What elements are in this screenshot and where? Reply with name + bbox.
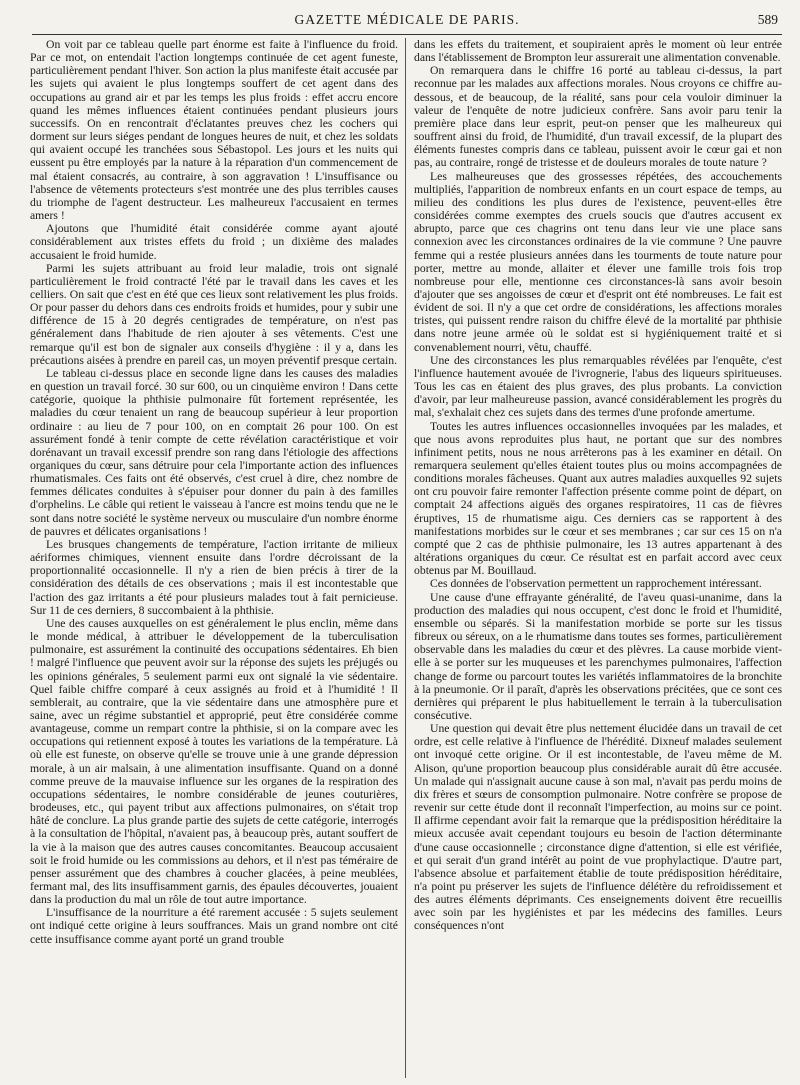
paragraph: Une cause d'une effrayante généralité, de l'aveu quasi-unanime, dans la production des maladies qui nous occupent, c'est donc le froid et l'humidité, ensemble ou séparés. Si la manifestation morbide se porte sur les tissus fibreux ou séreux, on a le rhumatisme dans toutes ses formes, particulièrement observable dans les maladies du cœur et des plèvres. La cause morbide vient-elle à se porter sur les muqueuses et les parenchymes pulmonaires, l'affection change de forme ou parcourt toutes les variétés inflammatoires de la bronchite à la pneumonie. Or il paraît, d'après les observations précitées, que ce sont ces dernières qui préparent le plus habituellement le terrain à la tuberculisation consécutive.	[414, 590, 782, 722]
paragraph: L'insuffisance de la nourriture a été rarement accusée : 5 sujets seulement ont indiqué cette origine à leurs souffrances. Mais un grand nombre ont cité cette insuffisance comme ayant porté un grand trouble	[30, 906, 398, 946]
paragraph: dans les effets du traitement, et soupiraient après le moment où leur entrée dans l'établissement de Brompton leur assurerait une alimentation convenable.	[414, 38, 782, 65]
page-number: 589	[757, 12, 778, 27]
paragraph: Une question qui devait être plus nettement élucidée dans un travail de cet ordre, est celle relative à l'influence de l'hérédité. Dixneuf malades seulement ont invoqué cette origine. Or il est incontestable, de l'aveu même de M. Alison, qu'une proportion beaucoup plus considérable aurait dû être accusée. Un malade qui n'assignait aucune cause à son mal, n'avait pas perdu moins de dix frères et sœurs de consomption pulmonaire. Notre confrère se propose de revenir sur cette étude dont il reconnaît l'imperfection, au moins sur ce point. Il affirme cependant avoir fait la remarque que la prédisposition héréditaire la mieux accusée avait cependant toujours eu besoin de l'action déterminante d'une cause occasionnelle ; circonstance digne d'attention, si elle est vérifiée, et qui serait d'un grand intérêt au point de vue prophylactique. D'autre part, l'absence absolue et parfaitement établie de toute prédisposition héréditaire, n'a point pu préserver les sujets de l'influence délétère du refroidissement et des autres éléments déprimants. Ces enseignements doivent être recueillis avec soin par les hygiénistes et par les médecins des familles. Leurs conséquences n'ont	[414, 722, 782, 933]
paragraph: Les malheureuses que des grossesses répétées, des accouchements multipliés, l'apparition de nombreux enfants en un court espace de temps, au milieu des conditions les plus dures de l'existence, peuvent-elles être considérées comme exemptes des cruels soucis que d'autres accusent ex abrupto, parce que ces chagrins ont tenu dans leur vie une place sans connexion avec les circonstances ordinaires de la vie commune ? Une pauvre femme qui a restée plusieurs années dans les tourments de toute nature pour porter, mettre au monde, allaiter et élever une famille trois fois trop nombreuse pour elle, mentionne ces circonstances-là sans avoir besoin d'ajouter que ses angoisses de cœur et d'esprit ont été nombreuses. Le fait est évident de soi. Il n'y a que cet ordre de considérations, les affections morales tristes, qui puissent rendre raison du chiffre élevé de la mortalité par phthisie dans notre jeune armée où le soldat est si hygiéniquement traité et si convenablement nourri, vêtu, chauffé.	[414, 169, 782, 354]
paragraph: On voit par ce tableau quelle part énorme est faite à l'influence du froid. Par ce mot, on entendait l'action longtemps continuée de cet agent funeste, particulièrement pendant l'hiver. Son action la plus manifeste était accusée par les sujets qui avaient le plus longtemps souffert de cet agent dans des occupations au grand air et par les temps les plus froids : effet accru encore quand les mêmes influences étaient continuées pendant plusieurs jours successifs. On en rencontrait d'éclatantes preuves chez les cochers qui dorment sur leurs siéges pendant de longues heures de nuit, et chez les soldats qui avaient occupé les tranchées sous Sébastopol. Les jours et les nuits qui eussent pu être employés par la nature à la réparation d'un commencement de mal étaient consacrés, au contraire, à son aggravation ! L'insuffisance ou l'absence de vêtements protecteurs s'est montrée une des plus terribles causes du triomphe de l'agent destructeur. Les malheureux l'accusaient en termes amers !	[30, 38, 398, 223]
running-title: GAZETTE MÉDICALE DE PARIS.	[294, 12, 520, 27]
paragraph: Ces données de l'observation permettent un rapprochement intéressant.	[430, 577, 762, 591]
right-column	[414, 38, 782, 1080]
paragraph: Les brusques changements de température, l'action irritante de milieux aériformes chimiques, viennent ensuite dans l'ordre décroissant de la proportionnalité occasionnelle. Il n'y a rien de bien précis à tirer de la considération des détails de ces observations ; mais il est incontestable que l'action des gaz irritants a été pour plusieurs malades tout à fait pernicieuse. Sur 11 de ces derniers, 8 succombaient à la phthisie.	[30, 537, 398, 617]
column-divider	[405, 38, 406, 1078]
paragraph: Le tableau ci-dessus place en seconde ligne dans les causes des maladies en question un travail forcé. 30 sur 600, ou un cinquième environ ! Dans cette catégorie, quoique la phthisie pulmonaire fût fortement représentée, les maladies du cœur tenaient un rang de beaucoup supérieur à leur proportion ordinaire : au lieu de 7 pour 100, on en comptait 26 pour 100. On est assurément fondé à tenir compte de cette révélation caractéristique et voir dorénavant un travail excessif prendre son rang dans l'étiologie des affections organiques du cœur, sans détruire pour cela l'importante action des influences rhumatismales. Ces faits ont été observés, c'est cruel à dire, chez nombre de femmes délicates conduites à s'épuiser pour donner du pain à des familles d'orphelins. Le câble qui retient le vaisseau à l'ancre est moins tendu que ne le sont dans notre société le système nerveux ou musculaire d'un nombre énorme de pauvres et délicates organisations !	[30, 366, 398, 538]
paragraph: Ajoutons que l'humidité était considérée comme ayant ajouté considérablement aux tristes effets du froid ; un dixième des malades accusaient le froid humide.	[30, 222, 398, 262]
paragraph: Toutes les autres influences occasionnelles invoquées par les malades, et que nous avons reproduites plus haut, ne portant que sur des nombres infiniment petits, nous ne nous arrêterons pas à les examiner en détail. On remarquera seulement qu'elles étaient toutes plus ou moins accompagnées de conditions morales fâcheuses. Quant aux autres maladies auxquelles 92 sujets ont cru pouvoir faire remonter l'affection présente comme point de départ, on comptait 24 affections aiguës des organes respiratoires, 11 cas de fièvres éruptives, 15 de rhumatisme aigu. Ces derniers cas se rapportent à des manifestations morbides sur le cœur et ses membranes ; car sur ces 15 on n'a compté que 2 cas de phthisie pulmonaire, les 13 autres appartenant à des altérations organiques du cœur. Ce résultat est en parfait accord avec ceux obtenus par M. Bouillaud.	[414, 419, 782, 578]
page-header	[32, 10, 782, 35]
paragraph: Parmi les sujets attribuant au froid leur maladie, trois ont signalé particulièrement le froid contracté l'été par le travail dans les caves et les celliers. On sait que c'est en été que ces lieux sont relativement les plus froids. Or pour passer du dehors dans ces endroits froids et humides, pour y subir une différence de 15 à 20 degrés centigrades de température, on n'est pas généralement dans l'habitude de rien ajouter à ses vêtements. C'est une remarque qu'il est bon de signaler aux conseils d'hygiène : il y a, dans les précautions aisées à prendre en pareil cas, un moyen préventif presque certain.	[30, 261, 398, 367]
left-column	[30, 38, 398, 1080]
paragraph: Une des causes auxquelles on est généralement le plus enclin, même dans le monde médical, à attribuer le développement de la tuberculisation pulmonaire, est assurément la continuité des occupations sédentaires. Eh bien ! malgré l'influence que peuvent avoir sur la réponse des sujets les préjugés ou les opinions générales, 5 seulement parmi eux ont signalé la vie sédentaire. Quel faible chiffre comparé à ceux assignés au froid et à l'humidité ! Il semblerait, au contraire, que la vie sédentaire dans une atmosphère pure et saine, avec un régime substantiel et approprié, peut être considérée comme avantageuse, comme un rempart contre la phthisie, si on la compare avec les occupations qui retiennent exposé à toutes les variations de la température. Là où elle est funeste, on observe qu'elle se trouve unie à une grande dépression morale, à un air malsain, à une alimentation insuffisante. Quand on a donné comme preuve de la mauvaise influence sur les organes de la respiration des occupations sédentaires, le nombre considérable de jeunes couturières, brodeuses, etc., qui payent tribut aux affections pulmonaires, on s'était trop hâté de conclure. La plus grande partie des sujets de cette catégorie, interrogés à la consultation de l'hôpital, n'avaient pas, à beaucoup près, autant souffert de la vie à la maison que des autres causes concomitantes. Beaucoup accusaient soit le froid humide ou les commissions au dehors, et il n'est pas téméraire de penser assurément que des chambres à coucher glacées, à peine meublées, fermant mal, des lits insuffisamment garnis, des épaules découvertes, jouaient dans la production du mal un rôle de tout autre importance.	[30, 616, 398, 907]
paragraph: Une des circonstances les plus remarquables révélées par l'enquête, c'est l'influence hautement avouée de l'ivrognerie, l'abus des liqueurs spiritueuses. Tous les cas en étaient des plus graves, des plus probants. La conviction d'avoir, par leur malheureuse passion, avancé considérablement les progrès du mal, s'exhalait chez ces sujets dans des termes d'une profonde amertume.	[414, 353, 782, 420]
paragraph: On remarquera dans le chiffre 16 porté au tableau ci-dessus, la part reconnue par les malades aux affections morales. Nous croyons ce chiffre au-dessous, et de beaucoup, de la réalité, sans pour cela vouloir diminuer la valeur de l'enquête de notre judicieux confrère. Sans avoir paru tenir la première place dans leur esprit, peut-on penser que les malheureux qui souffrent ainsi du froid, de l'humidité, d'un travail excessif, de la plupart des éléments funestes compris dans ce tableau, puissent avoir le cœur gai et non pas, au contraire, rongé de tristesse et de douleurs morales de toute nature ?	[414, 64, 782, 170]
